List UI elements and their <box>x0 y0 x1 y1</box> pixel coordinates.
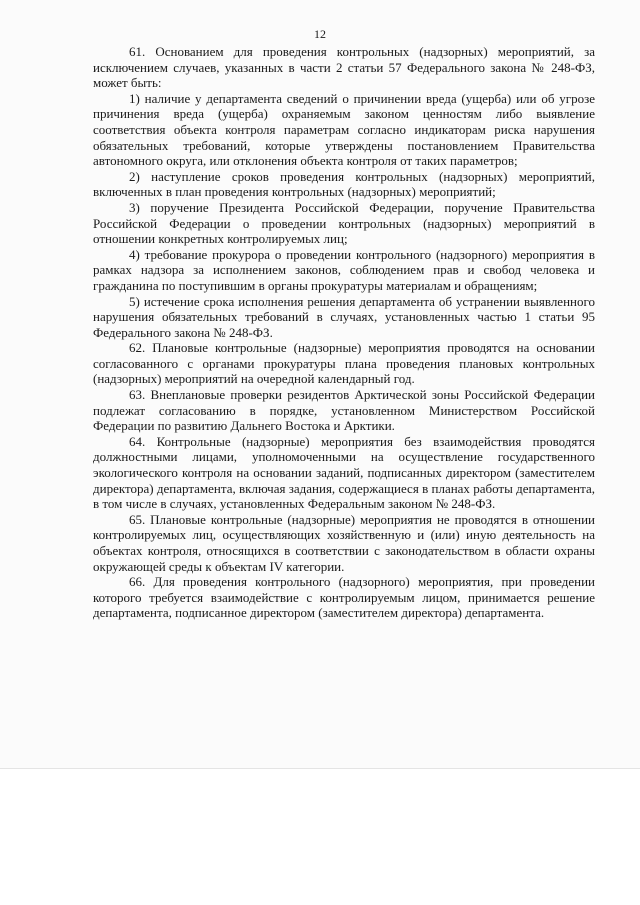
paragraph-61-item-3: 3) поручение Президента Российской Федерации, поручение Правительства Российской Федерации о проведении контрольных (надзорных) мероприятий в отношении конкретных контролируемых лиц; <box>93 199 595 247</box>
paragraph-61-item-5: 5) истечение срока исполнения решения департамента об устранении выявленного нарушения обязательных требований в случаях, установленных частью 1 статьи 95 Федерального закона № 248-ФЗ. <box>93 293 595 340</box>
page-number: 12 <box>314 27 326 41</box>
paragraph-65: 65. Плановые контрольные (надзорные) мероприятия не проводятся в отношении контролируемых лиц, осуществляющих хозяйственную и (или) иную деятельность на объектах контроля, относящихся в соответствии с законодательством в области охраны окружающей среды к объектам IV категории. <box>93 511 595 574</box>
paragraph-61-item-1: 1) наличие у департамента сведений о причинении вреда (ущерба) или об угрозе причинения вреда (ущерба) охраняемым законом ценностям либо выявление соответствия объекта контроля параметрам согласно индикаторам риска нарушения обязательных требований, которые утверждены постановлением Правительства автономного округа, или отклонения объекта контроля от таких параметров; <box>93 90 595 169</box>
paragraph-66: 66. Для проведения контрольного (надзорного) мероприятия, при проведении которого требуется взаимодействие с контролируемым лицом, принимается решение департамента, подписанное директором (заместителем директора) департамента. <box>93 574 595 621</box>
paragraph-62: 62. Плановые контрольные (надзорные) мероприятия проводятся на основании согласованного с органами прокуратуры плана проведения плановых контрольных (надзорных) мероприятий на очередной календарный год. <box>93 340 595 387</box>
document-body <box>93 44 595 621</box>
paragraph-61: 61. Основанием для проведения контрольных (надзорных) мероприятий, за исключением случаев, указанных в части 2 статьи 57 Федерального закона № 248-ФЗ, может быть: <box>93 44 595 91</box>
paragraph-63: 63. Внеплановые проверки резидентов Арктической зоны Российской Федерации подлежат согласованию в порядке, установленном Министерством Российской Федерации по развитию Дальнего Востока и Арктики. <box>93 387 595 434</box>
paragraph-64: 64. Контрольные (надзорные) мероприятия без взаимодействия проводятся должностными лицами, уполномоченными на осуществление государственного экологического контроля на основании заданий, подписанных директором (заместителем директора) департамента, включая задания, содержащиеся в планах работы департамента, в том числе в случаях, установленных Федеральным законом № 248-ФЗ. <box>93 433 595 512</box>
paragraph-61-item-2: 2) наступление сроков проведения контрольных (надзорных) мероприятий, включенных в план проведения контрольных (надзорных) мероприятий; <box>93 168 595 200</box>
paragraph-61-item-4: 4) требование прокурора о проведении контрольного (надзорного) мероприятия в рамках надзора за исполнением законов, соблюдением прав и свобод человека и гражданина по поступившим в органы прокуратуры материалам и обращениям; <box>93 246 595 293</box>
